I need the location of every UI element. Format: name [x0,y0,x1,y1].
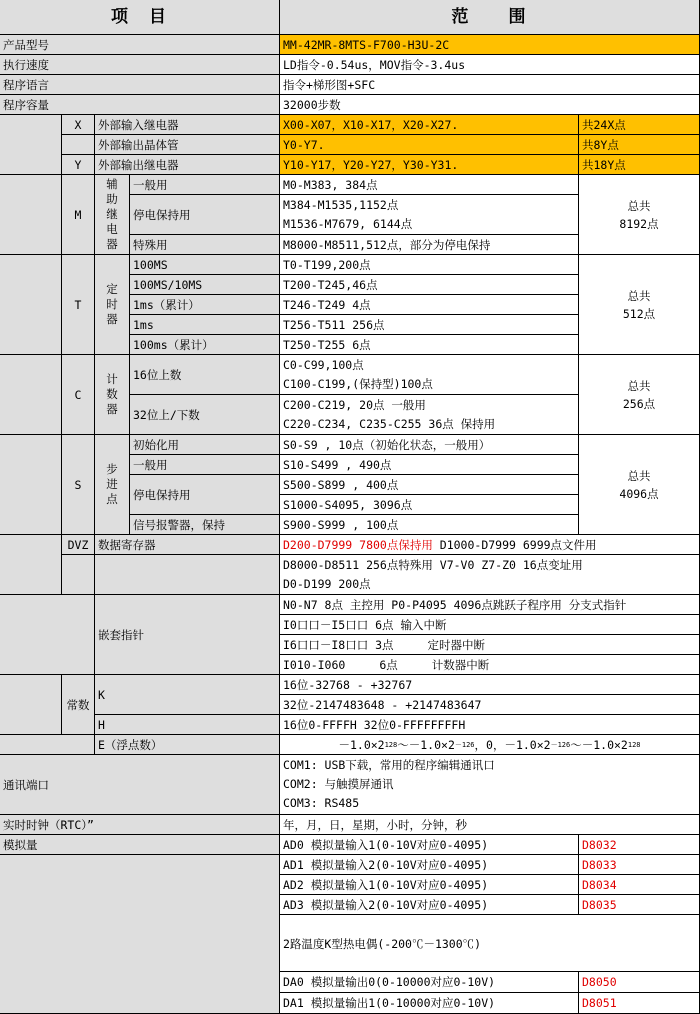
d-special-label [95,555,280,595]
d-range-latched: D200-D7999 7800点保持用 [283,537,433,552]
io-blank [0,115,62,175]
header-range: 范 围 [280,0,700,35]
e-part1: －1.0×2 [338,737,385,752]
ad0-reg: D8032 [579,835,700,855]
d-range-file: D1000-D7999 6999点文件用 [432,537,597,552]
const-k-16: 16位-32768 - +32767 [280,675,700,695]
c-16-range [280,355,579,395]
comm-com2: COM2: 与触摸屏通讯 [283,777,394,791]
t-100-label: 100MS [130,255,280,275]
t-group-label: 定时器 [106,282,118,326]
m-group [95,175,130,255]
d-code: DVZ [62,535,95,555]
d-range [280,535,700,555]
s-total-2: 4096点 [619,486,659,501]
const-e-code: E（浮点数） [95,735,280,755]
s-latched-range2: S1000-S4095, 3096点 [280,495,579,515]
const-h-code: H [95,715,280,735]
const-label: 常数 [62,675,95,735]
t-100-10-label: 100MS/10MS [130,275,280,295]
comm-label: 通讯端口 [0,755,280,815]
c-total [579,355,700,435]
language-label: 程序语言 [0,75,280,95]
nest-line4-use: 计数器中断 [431,657,490,672]
transistor-code [62,135,95,155]
s-blank [0,435,62,535]
s-alarm-range: S900-S999 , 100点 [280,515,579,535]
e-part4: ～－1.0×2 [570,737,628,752]
ad2-reg: D8034 [579,875,700,895]
rtc-label: 实时时钟（RTC）” [0,815,280,835]
d-special-range [280,555,700,595]
m-general-range: M0-M383, 384点 [280,175,579,195]
m-total [579,175,700,255]
c-16-label: 16位上数 [130,355,280,395]
nest-line2: I0口口－I5口口 6点 输入中断 [280,615,700,635]
t-group [95,255,130,355]
ad0-desc: AD0 模拟量输入1(0-10V对应0-4095) [280,835,579,855]
y-code: Y [62,155,95,175]
nest-line3 [280,635,700,655]
e-part3: ，0，－1.0×2 [474,737,551,752]
s-group [95,435,130,535]
nest-line4 [280,655,700,675]
m-total-1: 总共 [627,198,651,213]
rtc-value: 年，月，日，星期，小时，分钟，秒 [280,815,700,835]
thermo-row [280,915,700,972]
m-blank [0,175,62,255]
s-latched-label: 停电保持用 [130,475,280,515]
transistor-total: 共8Y点 [579,135,700,155]
nest-line1: N0-N7 8点 主控用 P0-P4095 4096点跳跃子程序用 分支式指针 [280,595,700,615]
ad3-reg: D8035 [579,895,700,915]
t-1ms-acc-range: T246-T249 4点 [280,295,579,315]
language-value: 指令+梯形图+SFC [280,75,700,95]
s-general-range: S10-S499 , 490点 [280,455,579,475]
m-latched-range [280,195,579,235]
m-latched-range1: M384-M1535,1152点 [283,197,399,212]
y-name: 外部输出继电器 [95,155,280,175]
m-code: M [62,175,95,255]
model-label: 产品型号 [0,35,280,55]
t-100ms-acc-label: 100ms（累计） [130,335,280,355]
y-range: Y10-Y17，Y20-Y27，Y30-Y31. [280,155,579,175]
d-special-line1: D8000-D8511 256点特殊用 V7-V0 Z7-Z0 16点变址用 [283,557,583,572]
nest-blank [0,595,95,675]
nest-line4-count: 6点 [379,657,398,672]
t-1ms-range: T256-T511 256点 [280,315,579,335]
x-name: 外部输入继电器 [95,115,280,135]
comm-com1: COM1: USB下载，常用的程序编辑通讯口 [283,758,495,772]
s-init-range: S0-S9 , 10点（初始化状态，一般用） [280,435,579,455]
transistor-range: Y0-Y7. [280,135,579,155]
t-100-range: T0-T199,200点 [280,255,579,275]
header-item: 项 目 [0,0,280,35]
c-group-label: 计数器 [106,372,118,416]
nest-line3-use: 定时器中断 [427,637,486,652]
m-special-range: M8000-M8511,512点，部分为停电保持 [280,235,579,255]
c-16-range1: C0-C99,100点 [283,357,364,372]
c-32-label: 32位上/下数 [130,395,280,435]
y-total: 共18Y点 [579,155,700,175]
x-range: X00-X07，X10-X17，X20-X27. [280,115,579,135]
const-e-range: －1.0×2 128 ～－1.0×2 －126 ，0，－1.0×2 －126 ～－1.0×2 128 [280,735,700,755]
nest-label: 嵌套指针 [95,595,280,675]
t-total-1: 总共 [627,288,651,303]
m-latched-range2: M1536-M7679, 6144点 [283,216,413,231]
c-total-2: 256点 [622,396,656,411]
nest-line4-range: I010-I060 [283,657,346,672]
transistor-name: 外部输出晶体管 [95,135,280,155]
c-group [95,355,130,435]
thermo-desc: 2路温度K型热电偶(-200℃－1300℃) [283,937,482,951]
s-code: S [62,435,95,535]
t-1ms-label: 1ms [130,315,280,335]
speed-value: LD指令-0.54us，MOV指令-3.4us [280,55,700,75]
s-general-label: 一般用 [130,455,280,475]
d-blank [0,535,62,595]
m-total-2: 8192点 [619,216,659,231]
c-32-range2: C220-C234, C235-C255 36点 保持用 [283,416,496,431]
t-100ms-acc-range: T250-T255 6点 [280,335,579,355]
ad1-reg: D8033 [579,855,700,875]
t-total-2: 512点 [622,306,656,321]
t-100-10-range: T200-T245,46点 [280,275,579,295]
e-part2: ～－1.0×2 [397,737,455,752]
t-blank [0,255,62,355]
const-k-code: K [95,675,280,715]
s-latched-range1: S500-S899 , 400点 [280,475,579,495]
da1-desc: DA1 模拟量输出1(0-10000对应0-10V) [280,993,579,1014]
ad1-desc: AD1 模拟量输入2(0-10V对应0-4095) [280,855,579,875]
s-group-label: 步进点 [106,462,118,506]
const-h-range: 16位0-FFFFH 32位0-FFFFFFFFH [280,715,700,735]
c-total-1: 总共 [627,378,651,393]
comm-ports [280,755,700,815]
c-blank [0,355,62,435]
const-blank [0,675,62,735]
m-special-label: 特殊用 [130,235,280,255]
analog-blank [0,855,280,1014]
d-label: 数据寄存器 [95,535,280,555]
s-init-label: 初始化用 [130,435,280,455]
c-32-range1: C200-C219, 20点 一般用 [283,397,426,412]
da0-desc: DA0 模拟量输出0(0-10000对应0-10V) [280,972,579,993]
ad2-desc: AD2 模拟量输入1(0-10V对应0-4095) [280,875,579,895]
s-alarm-label: 信号报警器，保持 [130,515,280,535]
t-1ms-acc-label: 1ms（累计） [130,295,280,315]
model-value: MM-42MR-8MTS-F700-H3U-2C [280,35,700,55]
c-32-range [280,395,579,435]
t-total [579,255,700,355]
nest-line3-range: I6口口－I8口口 3点 [283,637,394,652]
m-group-label: 辅助继电器 [106,177,118,251]
analog-label: 模拟量 [0,835,280,855]
const-e-blank [0,735,95,755]
da0-reg: D8050 [579,972,700,993]
da1-reg: D8051 [579,993,700,1014]
const-k-32: 32位-2147483648 - +2147483647 [280,695,700,715]
m-general-label: 一般用 [130,175,280,195]
c-16-range2: C100-C199,(保持型)100点 [283,376,433,391]
capacity-label: 程序容量 [0,95,280,115]
m-latched-label: 停电保持用 [130,195,280,235]
d-special-code [62,555,95,595]
x-total: 共24X点 [579,115,700,135]
t-code: T [62,255,95,355]
d-special-line2: D0-D199 200点 [283,576,371,591]
c-code: C [62,355,95,435]
x-code: X [62,115,95,135]
s-total-1: 总共 [627,468,651,483]
s-total [579,435,700,535]
speed-label: 执行速度 [0,55,280,75]
capacity-value: 32000步数 [280,95,700,115]
comm-com3: COM3: RS485 [283,796,360,810]
ad3-desc: AD3 模拟量输入2(0-10V对应0-4095) [280,895,579,915]
